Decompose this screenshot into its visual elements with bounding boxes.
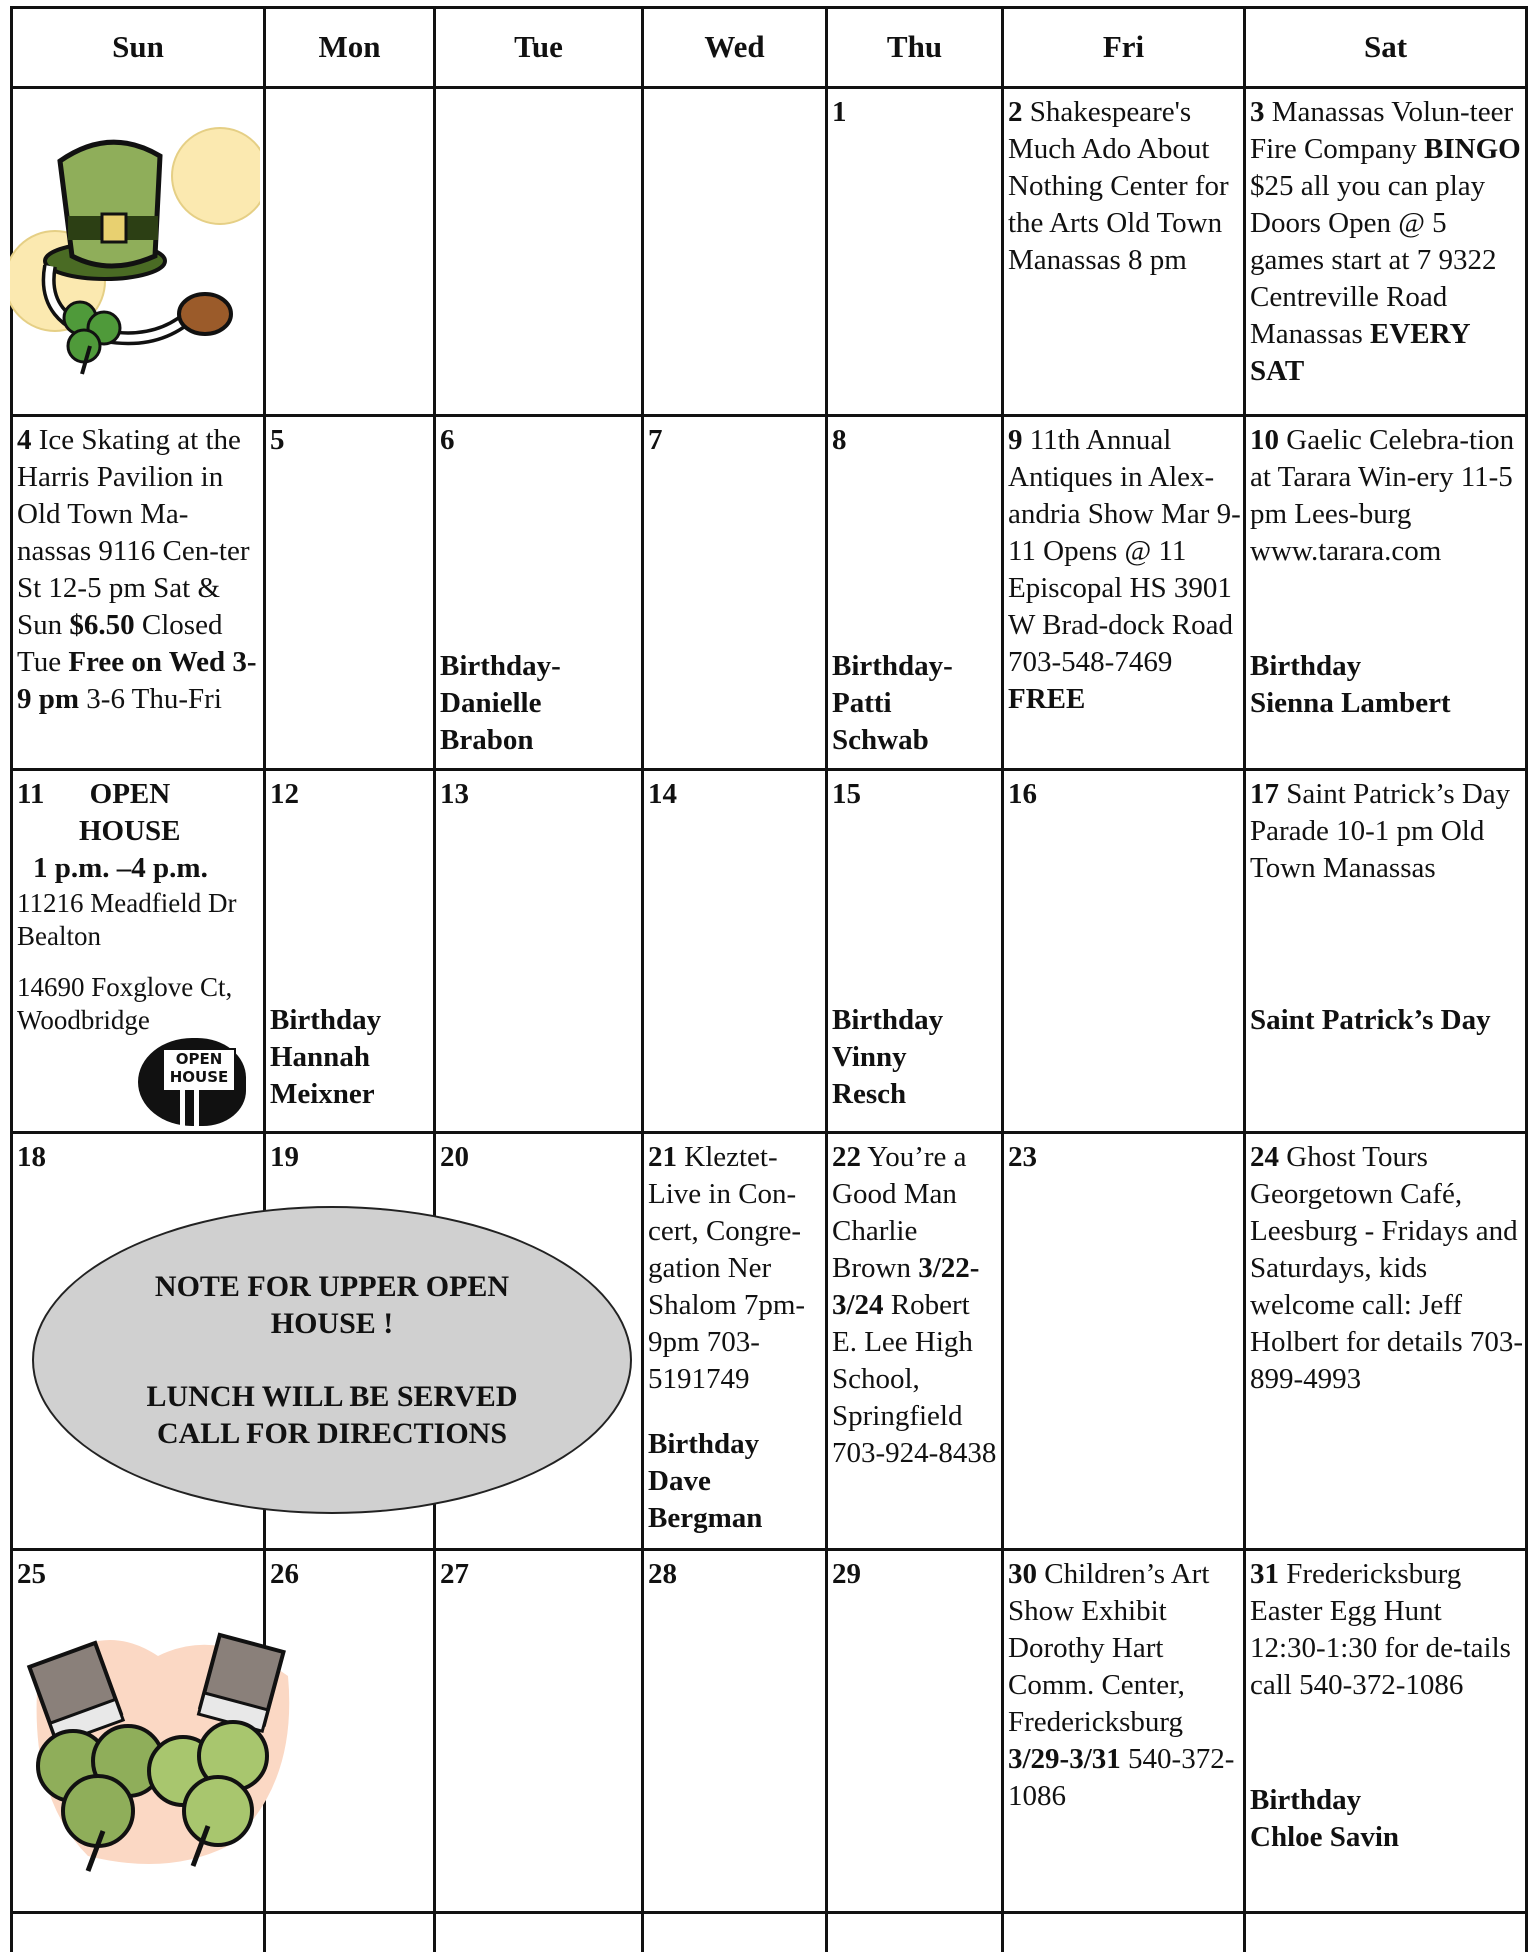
sign-text: HOUSE [169, 1068, 229, 1086]
day-cell-10 [1245, 416, 1527, 768]
day-number: 3 [1250, 96, 1265, 128]
event-text: Shakespeare's Much Ado About Nothing Center for the Arts Old Town Manassas 8 pm [1008, 96, 1229, 276]
day-header-wed: Wed [704, 29, 765, 64]
event-text: Fredericksburg Easter Egg Hunt 12:30-1:30 for de-tails call 540-372-1086 [1250, 1558, 1511, 1701]
event-text: Robert E. Lee High School, Springfield 703-924-8438 [832, 1289, 997, 1469]
day-number: 25 [17, 1558, 46, 1590]
day-cell-22 [827, 1133, 1001, 1548]
day-cell-16 [1003, 770, 1245, 1131]
open-house-title: HOUSE [79, 815, 181, 847]
calendar [10, 6, 1528, 1952]
event-bold: 3/22-3/24 [832, 1252, 980, 1321]
day-cell-2 [1003, 88, 1245, 414]
event-text: 11th Annual Antiques in Alex-andria Show Mar 9-11 Opens @ 11 Episcopal HS 3901 W Brad-dock Road 703-548-7469 [1008, 424, 1241, 678]
event-bold: FREE [1008, 683, 1086, 715]
day-number: 17 [1250, 778, 1279, 810]
birthday-name: Meixner [270, 1078, 375, 1110]
day-cell-23 [1003, 1133, 1245, 1548]
birthday-name: Resch [832, 1078, 907, 1110]
day-number: 11 [17, 778, 45, 810]
day-cell-24 [1245, 1133, 1527, 1548]
birthday-label: Birthday [832, 1004, 944, 1036]
event-bold: EVERY SAT [1250, 318, 1470, 387]
birthday-name: Sienna Lambert [1250, 687, 1451, 719]
day-cell-1 [827, 88, 1003, 414]
birthday-label: Birthday [648, 1428, 760, 1460]
note-text: NOTE FOR UPPER OPEN [154, 1270, 510, 1303]
event-bold: $6.50 [69, 609, 135, 641]
day-cell-26 [265, 1550, 433, 1911]
open-house-address: 11216 Meadfield Dr [17, 888, 237, 918]
open-house-sign-icon [130, 1038, 250, 1130]
event-text: Closed Tue [17, 609, 223, 678]
day-number: 19 [270, 1141, 299, 1173]
day-cell-3 [1245, 88, 1527, 414]
day-number: 22 [832, 1141, 861, 1173]
day-number: 2 [1008, 96, 1023, 128]
birthday-label: Birthday- [440, 650, 561, 682]
day-cell-8 [827, 416, 1001, 768]
birthday-name: Brabon [440, 724, 534, 756]
day-number: 29 [832, 1558, 861, 1590]
day-number: 20 [440, 1141, 469, 1173]
day-number: 24 [1250, 1141, 1279, 1173]
day-number: 5 [270, 424, 285, 456]
day-number: 26 [270, 1558, 299, 1590]
day-number: 31 [1250, 1558, 1279, 1590]
birthday-label: Birthday [1250, 650, 1362, 682]
day-number: 16 [1008, 778, 1037, 810]
birthday-name: Bergman [648, 1502, 763, 1534]
note-text: CALL FOR DIRECTIONS [156, 1417, 508, 1450]
open-house-address: 14690 Foxglove Ct, [17, 972, 233, 1002]
note-text: LUNCH WILL BE SERVED [146, 1380, 518, 1413]
event-text: You’re a Good Man Charlie Brown [832, 1141, 967, 1284]
day-number: 6 [440, 424, 455, 456]
event-text: Kleztet-Live in Con-cert, Congre-gation Ner Shalom 7pm-9pm 703-5191749 [648, 1141, 806, 1395]
birthday-name: Vinny [832, 1041, 907, 1073]
day-number: 12 [270, 778, 299, 810]
birthday-name: Chloe Savin [1250, 1821, 1400, 1853]
birthday-name: Dave [648, 1465, 711, 1497]
day-header-sat: Sat [1363, 29, 1408, 64]
birthday-label: Birthday- [832, 650, 953, 682]
leprechaun-hat-icon [10, 106, 260, 386]
day-cell-13 [435, 770, 641, 1131]
event-bold: Free on Wed 3-9 pm [17, 646, 257, 715]
event-bold: 3/29-3/31 [1008, 1743, 1121, 1775]
day-cell-15 [827, 770, 1001, 1131]
day-header-mon: Mon [318, 29, 381, 64]
day-cell-4 [12, 416, 264, 768]
event-text: Ice Skating at the Harris Pavilion in Old Town Ma-nassas 9116 Cen-ter St 12-5 pm Sat & Sun [17, 424, 250, 641]
day-cell-21 [643, 1133, 825, 1548]
shamrock-pair-icon [18, 1616, 303, 1876]
day-cell-7 [643, 416, 825, 768]
day-header-fri: Fri [1102, 29, 1145, 64]
event-text: Ghost Tours Georgetown Café, Leesburg - Fridays and Saturdays, kids welcome call: Jeff Holbert for details 703-899-4993 [1250, 1141, 1524, 1395]
day-header-sun: Sun [112, 29, 164, 64]
day-cell-28 [643, 1550, 825, 1911]
day-cell-14 [643, 770, 825, 1131]
day-number: 4 [17, 424, 32, 456]
holiday-label: Saint Patrick’s Day [1250, 1004, 1491, 1036]
birthday-name: Schwab [832, 724, 929, 756]
day-cell-6 [435, 416, 641, 768]
day-number: 10 [1250, 424, 1279, 456]
day-cell-9 [1003, 416, 1245, 768]
day-cell-27 [435, 1550, 641, 1911]
birthday-name: Hannah [270, 1041, 370, 1073]
birthday-name: Danielle [440, 687, 542, 719]
day-header-tue: Tue [514, 29, 563, 64]
day-cell-30 [1003, 1550, 1245, 1911]
day-number: 13 [440, 778, 469, 810]
sign-text: OPEN [175, 1050, 223, 1068]
open-house-address: Woodbridge [17, 1005, 150, 1035]
grid-line [10, 1911, 1528, 1914]
event-text: Manassas Volun-teer Fire Company [1250, 96, 1514, 165]
day-number: 7 [648, 424, 663, 456]
day-cell-17 [1245, 770, 1527, 1131]
event-text: Children’s Art Show Exhibit Dorothy Hart Comm. Center, Fredericksburg [1008, 1558, 1210, 1738]
day-number: 8 [832, 424, 847, 456]
birthday-label: Birthday [270, 1004, 382, 1036]
day-number: 27 [440, 1558, 469, 1590]
day-number: 15 [832, 778, 861, 810]
event-text: 3-6 Thu-Fri [86, 683, 222, 715]
event-bold: BINGO [1424, 133, 1521, 165]
birthday-label: Birthday [1250, 1784, 1362, 1816]
event-text: 540-372-1086 [1008, 1743, 1235, 1812]
day-cell-12 [265, 770, 433, 1131]
day-number: 28 [648, 1558, 677, 1590]
note-text: HOUSE ! [270, 1307, 394, 1340]
day-number: 30 [1008, 1558, 1037, 1590]
birthday-name: Patti [832, 687, 892, 719]
open-house-title: OPEN [89, 778, 171, 810]
day-number: 23 [1008, 1141, 1037, 1173]
day-header-thu: Thu [886, 29, 943, 64]
day-number: 21 [648, 1141, 677, 1173]
day-number: 14 [648, 778, 677, 810]
shamrock-icon [64, 302, 120, 374]
day-number: 9 [1008, 424, 1023, 456]
day-number: 18 [17, 1141, 46, 1173]
day-number: 1 [832, 96, 847, 128]
event-text: Gaelic Celebra-tion at Tarara Win-ery 11-5 pm Lees-burg www.tarara.com [1250, 424, 1515, 567]
event-text: $25 all you can play Doors Open @ 5 games start at 7 9322 Centreville Road Manassas [1250, 170, 1497, 350]
day-cell-31 [1245, 1550, 1527, 1911]
open-house-time: 1 p.m. –4 p.m. [33, 852, 208, 884]
open-house-address: Bealton [17, 921, 101, 951]
day-cell-5 [265, 416, 433, 768]
event-text: Saint Patrick’s Day Parade 10-1 pm Old Town Manassas [1250, 778, 1511, 884]
day-cell-29 [827, 1550, 1001, 1911]
note-callout [32, 1206, 632, 1514]
